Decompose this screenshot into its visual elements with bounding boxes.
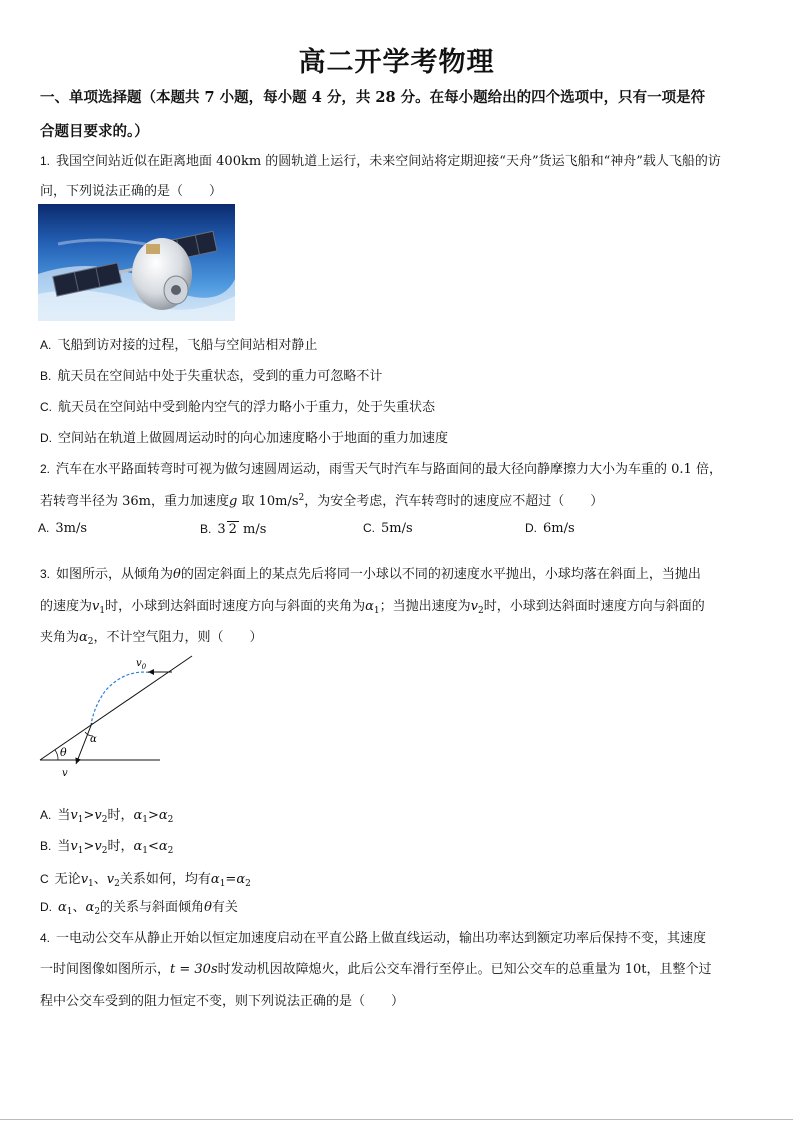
space-station-illustration — [38, 204, 235, 321]
section-heading-line2: 合题目要求的。） — [40, 123, 149, 140]
q3-stem-line1: 3. 如图所示，从倾角为θ的固定斜面上的某点先后将同一小球以不同的初速度水平抛出，小球均落在斜面上，当抛出 — [40, 567, 701, 582]
q3-stem-line2: 的速度为$v_1$时，小球到达斜面时速度方向与斜面的夹角为$\alpha_1$；当抛出速度为$v_2$时，小球到达斜面时速度方向与斜面的 — [40, 599, 705, 616]
page-bottom-rule — [0, 1119, 793, 1120]
incline-projectile-diagram — [36, 650, 206, 780]
q2-option-d[interactable]: D. 6m/s — [525, 521, 575, 536]
page-title: 高二开学考物理 — [298, 47, 495, 78]
v-label: v — [62, 768, 68, 779]
theta-label: θ — [60, 746, 67, 759]
q1-option-a[interactable]: A. 飞船到访对接的过程，飞船与空间站相对静止 — [40, 338, 318, 353]
q2-option-b[interactable]: B. 3 2 m/s — [200, 522, 267, 537]
trajectory-curve — [91, 672, 154, 725]
q3-number: 3. — [40, 567, 51, 581]
q3-stem-line3: 夹角为$\alpha_2$，不计空气阻力，则（ ） — [40, 630, 263, 647]
q4-stem-line2: 一时间图像如图所示，t = 30s时发动机因故障熄火，此后公交车滑行至停止。已知公交车的总重量为 10t，且整个过 — [40, 962, 712, 977]
q4-number: 4. — [40, 931, 51, 945]
q1-option-d[interactable]: D. 空间站在轨道上做圆周运动时的向心加速度略小于地面的重力加速度 — [40, 431, 449, 446]
alpha-label: α — [90, 734, 97, 745]
incline-diagram-svg — [36, 650, 206, 780]
v0-label: $v_0$ — [136, 658, 147, 671]
time-formula: t = 30s — [170, 962, 218, 977]
q3-option-b[interactable]: B. 当$v_1>v_2$时，$\alpha_1<\alpha_2$ — [40, 839, 174, 856]
gravity-symbol: g — [229, 494, 238, 509]
q1-number: 1. — [40, 154, 51, 168]
q2-option-a[interactable]: A. 3m/s — [38, 521, 87, 536]
q1-text-line1: 我国空间站近似在距离地面 400km 的圆轨道上运行，未来空间站将定期迎接“天舟”货运飞船和“神舟”载人飞船的访 — [56, 154, 721, 169]
space-station-image — [38, 204, 235, 321]
q2-number: 2. — [40, 462, 51, 476]
theta-arc — [55, 750, 58, 760]
q2-stem-line1: 2. 汽车在水平路面转弯时可视为做匀速圆周运动，雨雪天气时汽车与路面间的最大径向静摩擦力大小为车重的 0.1 倍， — [40, 462, 722, 477]
q4-stem-line3: 程中公交车受到的阻力恒定不变，则下列说法正确的是（ ） — [40, 994, 405, 1009]
q1-stem-line1 — [40, 150, 721, 169]
q1-option-b[interactable]: B. 航天员在空间站中处于失重状态，受到的重力可忽略不计 — [40, 369, 383, 384]
sqrt-symbol: 2 — [228, 522, 237, 537]
q1-option-c[interactable]: C. 航天员在空间站中受到舱内空气的浮力略小于重力，处于失重状态 — [40, 400, 436, 415]
q2-stem-line2: 若转弯半径为 36m，重力加速度g 取 $10m/s^2$，为安全考虑，汽车转弯时的速度应不超过（ ） — [40, 493, 604, 509]
q1-stem-line2: 问，下列说法正确的是（ ） — [40, 184, 223, 199]
section-heading-line1: 一、单项选择题（本题共 7 小题，每小题 4 分，共 28 分。在每小题给出的四个选项中，只有一项是符 — [40, 89, 706, 106]
q3-option-a[interactable]: A. 当$v_1>v_2$时，$\alpha_1>\alpha_2$ — [40, 808, 174, 825]
q3-option-c[interactable]: C 无论$v_1$、$v_2$关系如何，均有$\alpha_1=\alpha_2$ — [40, 872, 251, 889]
q3-option-d[interactable]: D. $\alpha_1$、$\alpha_2$的关系与斜面倾角θ有关 — [40, 900, 238, 917]
q4-stem-line1: 4. 一电动公交车从静止开始以恒定加速度启动在平直公路上做直线运动，输出功率达到额定功率后保持不变，其速度 — [40, 931, 707, 946]
q2-option-c[interactable]: C. 5m/s — [363, 521, 413, 536]
